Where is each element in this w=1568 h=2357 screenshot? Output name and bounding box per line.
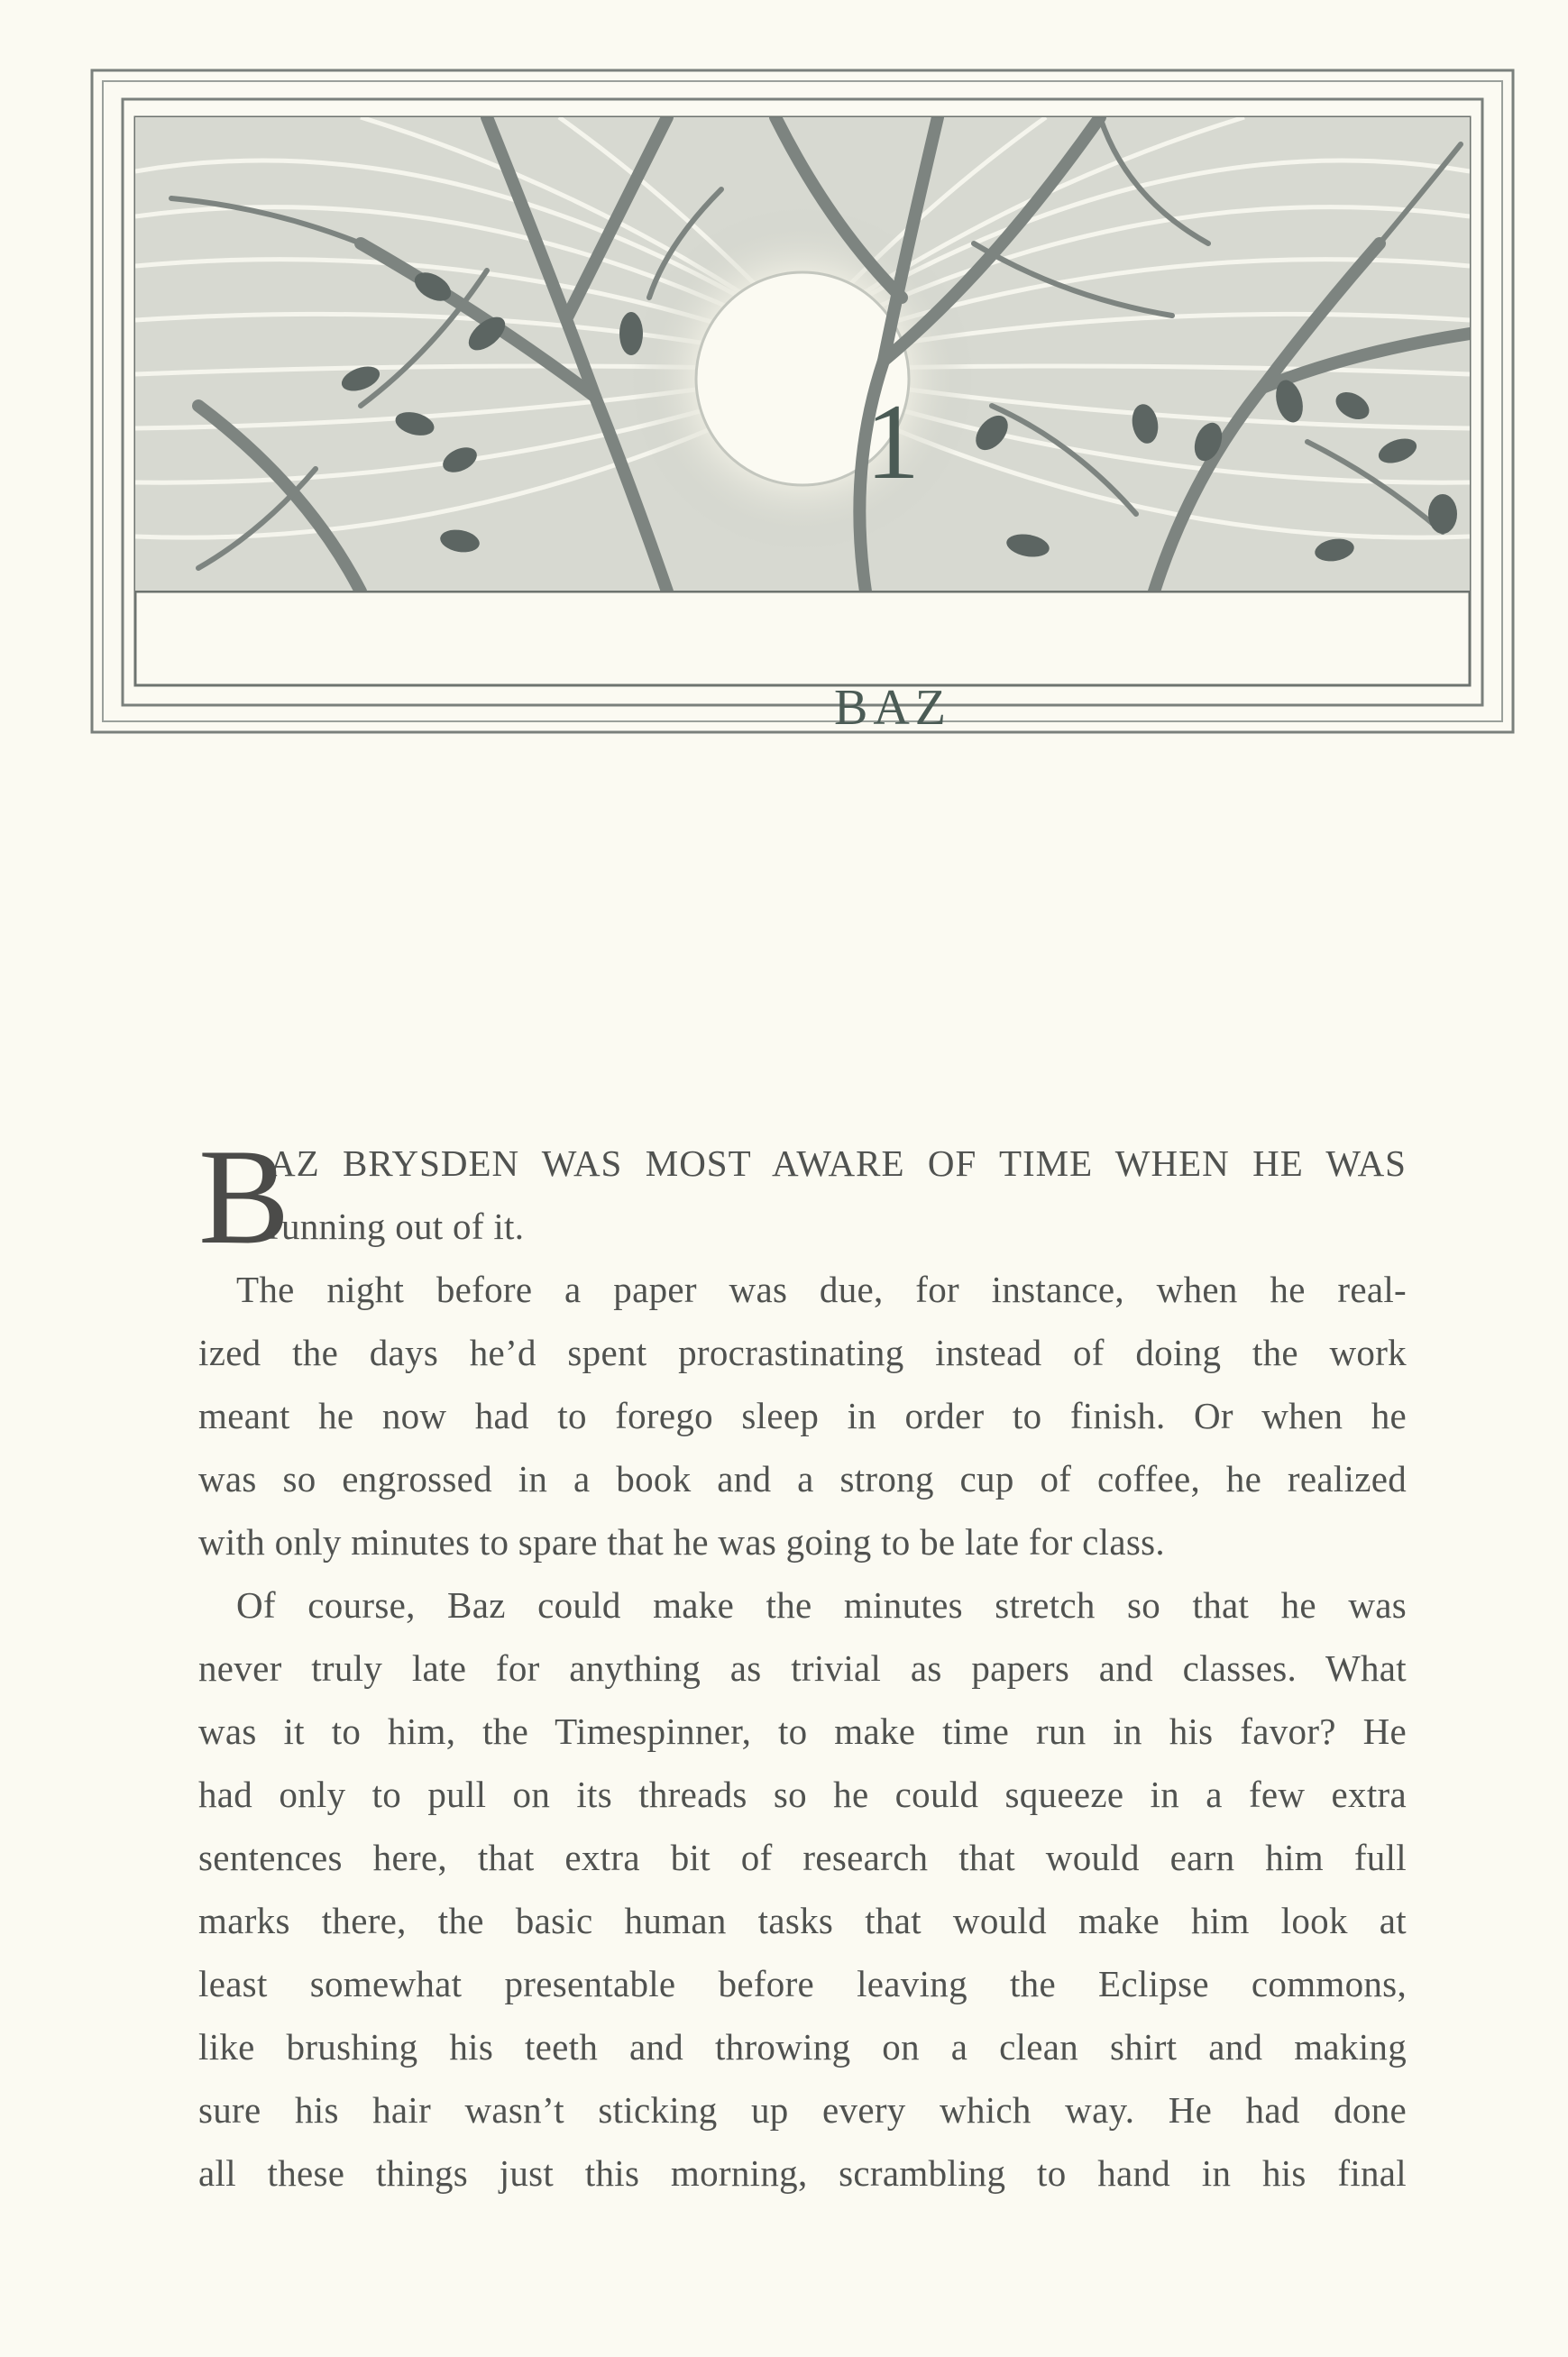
chapter-title: BAZ [834,680,951,736]
opening-line-2: running out of it. [269,1206,525,1247]
text-line: sentences here, that extra bit of research that would earn him full [198,1837,1407,1878]
text-line: least somewhat presentable before leaving the Eclipse commons, [198,1963,1407,2004]
text-line: marks there, the basic human tasks that would make him look at [198,1900,1407,1941]
text-line: sure his hair wasn’t sticking up every which way. He had done [198,2089,1407,2131]
chapter-body-text [198,1121,1407,2205]
chapter-number: 1 [866,381,920,501]
text-line: never truly late for anything as trivial as papers and classes. What [198,1647,1407,1689]
text-line: was it to him, the Timespinner, to make time run in his favor? He [198,1710,1407,1752]
text-line: ized the days he’d spent procrastinating instead of doing the work [198,1332,1407,1373]
paragraph-3 [198,1573,1407,2205]
opening-paragraph [198,1121,1407,1272]
text-line: with only minutes to spare that he was going to be late for class. [198,1521,1165,1563]
text-line: had only to pull on its threads so he could squeeze in a few extra [198,1774,1407,1815]
text-line: all these things just this morning, scrambling to hand in his final [198,2152,1407,2194]
text-line: meant he now had to forego sleep in order to finish. Or when he [198,1395,1407,1436]
drop-cap: B [198,1121,290,1272]
text-line: The night before a paper was due, for instance, when he real- [236,1269,1407,1310]
text-line: Of course, Baz could make the minutes stretch so that he was [236,1584,1407,1626]
text-line: was so engrossed in a book and a strong cup of coffee, he realized [198,1458,1407,1499]
paragraph-2 [198,1258,1407,1573]
opening-line-1: AZ BRYSDEN WAS MOST AWARE OF TIME WHEN HE WAS [269,1142,1407,1184]
text-line: like brushing his teeth and throwing on a clean shirt and making [198,2026,1407,2068]
chapter-header-illustration [90,63,1515,739]
